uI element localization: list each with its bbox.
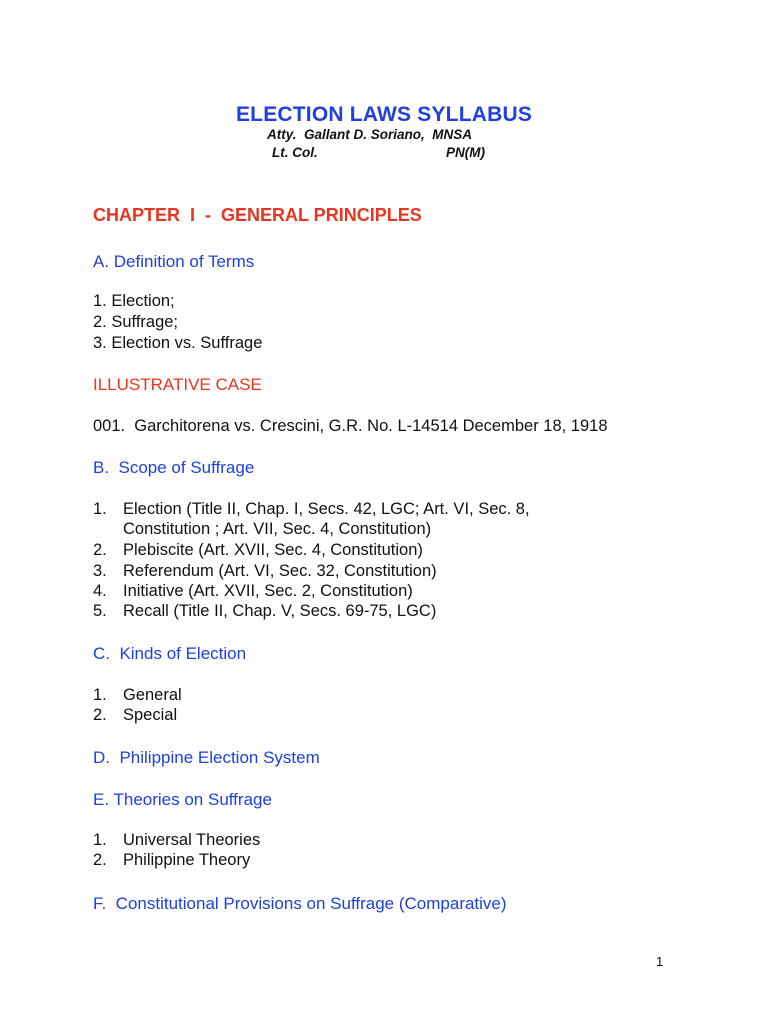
author-branch: PN(M): [446, 145, 485, 160]
section-c-item-1: [93, 686, 182, 705]
item-text: Initiative (Art. XVII, Sec. 2, Constitution): [123, 582, 413, 600]
item-number: 2.: [93, 851, 107, 869]
section-c-heading: C. Kinds of Election: [93, 644, 247, 663]
section-a-item-1: 1. Election;: [93, 292, 175, 310]
section-a-heading: A. Definition of Terms: [93, 252, 255, 271]
item-number: 4.: [93, 582, 107, 600]
document-title: ELECTION LAWS SYLLABUS: [235, 103, 533, 126]
chapter-heading: CHAPTER I - GENERAL PRINCIPLES: [93, 205, 422, 225]
section-b-item-2: [93, 541, 423, 560]
item-text: Recall (Title II, Chap. V, Secs. 69-75, LGC): [123, 602, 437, 620]
illustrative-case-heading: ILLUSTRATIVE CASE: [93, 375, 262, 394]
item-number: 2.: [93, 541, 107, 559]
author-name: Atty. Gallant D. Soriano, MNSA: [267, 127, 473, 142]
item-text: Universal Theories: [123, 831, 261, 849]
item-number: 2.: [93, 706, 107, 724]
item-text: General: [123, 686, 182, 704]
item-text: Election (Title II, Chap. I, Secs. 42, LGC; Art. VI, Sec. 8,: [123, 500, 530, 518]
item-number: 1.: [93, 686, 107, 704]
item-number: 1.: [93, 500, 107, 518]
section-b-item-1: [93, 500, 530, 519]
section-b-item-3: [93, 562, 437, 581]
item-text: Plebiscite (Art. XVII, Sec. 4, Constitution): [123, 541, 423, 559]
section-b-item-4: [93, 582, 413, 601]
section-b-item-1-continuation: Constitution ; Art. VII, Sec. 4, Constitution): [123, 520, 432, 538]
section-d-heading: D. Philippine Election System: [93, 748, 320, 767]
item-number: 5.: [93, 602, 107, 620]
page-number: 1: [656, 954, 664, 969]
section-e-heading: E. Theories on Suffrage: [93, 790, 272, 809]
section-f-heading: F. Constitutional Provisions on Suffrage (Comparative): [93, 894, 507, 913]
item-text: Special: [123, 706, 178, 724]
section-a-item-3: 3. Election vs. Suffrage: [93, 334, 263, 352]
section-c-item-2: [93, 706, 177, 725]
item-number: 1.: [93, 831, 107, 849]
section-b-heading: B. Scope of Suffrage: [93, 458, 255, 477]
item-text: Philippine Theory: [123, 851, 251, 869]
item-text: Referendum (Art. VI, Sec. 32, Constitution): [123, 562, 437, 580]
illustrative-case-citation: 001. Garchitorena vs. Crescini, G.R. No. L-14514 December 18, 1918: [93, 417, 608, 435]
section-e-item-2: [93, 851, 250, 870]
author-rank: Lt. Col.: [272, 145, 318, 160]
section-b-item-5: [93, 602, 436, 621]
item-number: 3.: [93, 562, 107, 580]
section-e-item-1: [93, 831, 260, 850]
section-a-item-2: 2. Suffrage;: [93, 313, 179, 331]
